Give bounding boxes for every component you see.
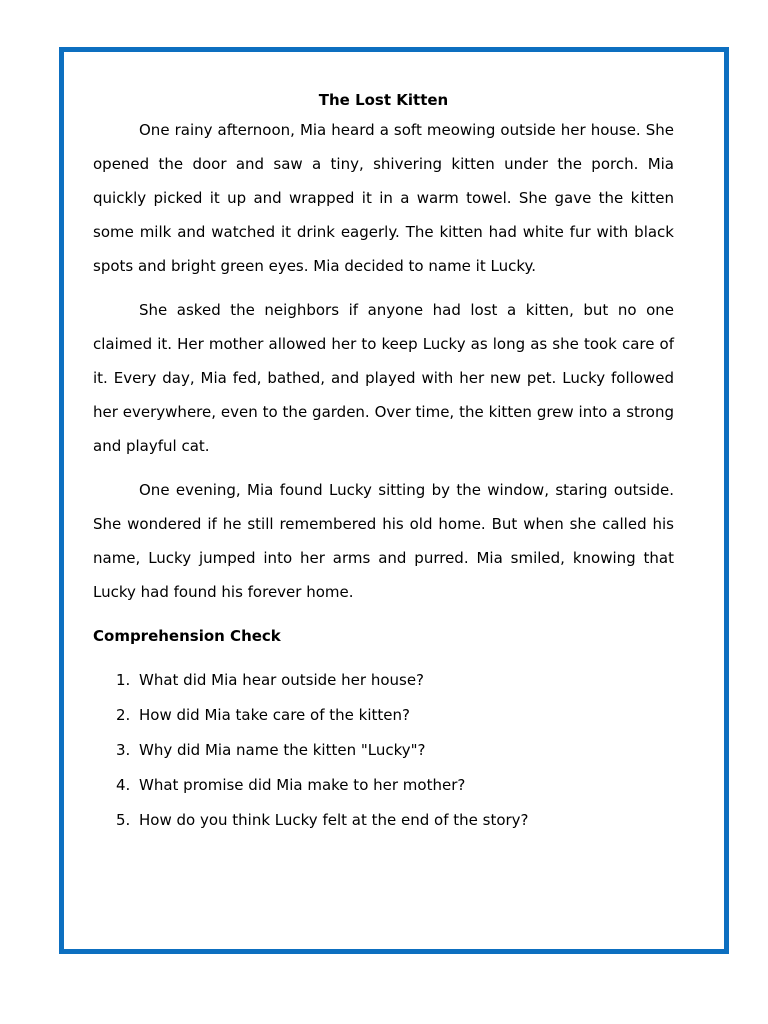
question-number: 2. (116, 706, 131, 724)
story-paragraph-2: She asked the neighbors if anyone had lost a kitten, but no one claimed it. Her mother allowed her to keep Lucky as long as she took care of it. Every day, Mia fed, bathed, and played with her new pet. Lucky followed her everywhere, even to the garden. Over time, the kitten grew into a strong and playful cat. (93, 301, 674, 455)
story-title: The Lost Kitten (318, 91, 449, 109)
question-item (93, 803, 674, 838)
question-number: 1. (116, 671, 131, 689)
question-item (93, 698, 674, 733)
question-item (93, 663, 674, 698)
question-number: 4. (116, 776, 131, 794)
question-text: How do you think Lucky felt at the end of the story? (139, 811, 529, 829)
question-item (93, 768, 674, 803)
document-content (93, 88, 674, 838)
question-text: Why did Mia name the kitten "Lucky"? (139, 741, 426, 759)
question-text: What promise did Mia make to her mother? (139, 776, 466, 794)
question-number: 3. (116, 741, 131, 759)
question-text: What did Mia hear outside her house? (139, 671, 425, 689)
question-item (93, 733, 674, 768)
page-border-frame (59, 47, 729, 954)
question-number: 5. (116, 811, 131, 829)
question-text: How did Mia take care of the kitten? (139, 706, 410, 724)
comprehension-heading: Comprehension Check (93, 627, 281, 645)
question-list (93, 663, 674, 838)
story-paragraph-3: One evening, Mia found Lucky sitting by the window, staring outside. She wondered if he still remembered his old home. But when she called his name, Lucky jumped into her arms and purred. Mia smiled, knowing that Lucky had found his forever home. (93, 481, 674, 601)
story-paragraph-1: One rainy afternoon, Mia heard a soft meowing outside her house. She opened the door and saw a tiny, shivering kitten under the porch. Mia quickly picked it up and wrapped it in a warm towel. She gave the kitten some milk and watched it drink eagerly. The kitten had white fur with black spots and bright green eyes. Mia decided to name it Lucky. (93, 121, 674, 275)
